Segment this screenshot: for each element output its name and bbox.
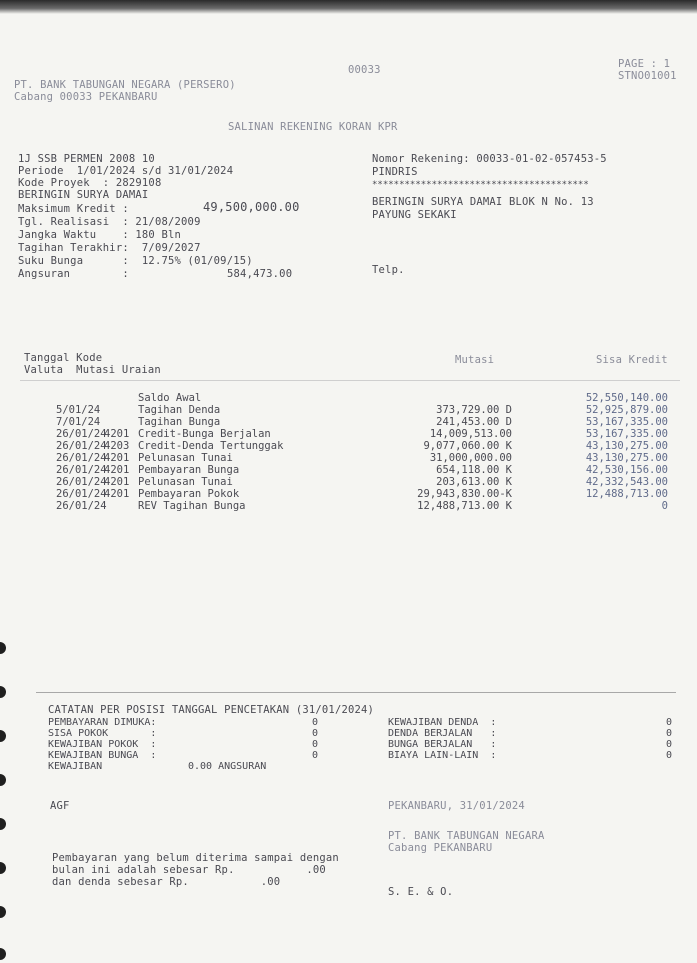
summary-label: KEWAJIBAN POKOK : [48, 739, 157, 750]
summary-label: KEWAJIBAN DENDA : [388, 717, 497, 728]
page-label: PAGE : 1 [618, 58, 671, 70]
signature-bank: PT. BANK TABUNGAN NEGARA [388, 830, 545, 842]
punch-hole [0, 642, 6, 654]
project-code: Kode Proyek : 2829108 [18, 177, 162, 189]
summary-value: 0 [311, 750, 318, 761]
punch-hole [0, 948, 6, 960]
summary-title: CATATAN PER POSISI TANGGAL PENCETAKAN (31/01/2024) [48, 704, 375, 716]
table-row [56, 452, 676, 464]
table-cell-description: Credit-Bunga Berjalan [138, 428, 271, 440]
unpaid-note-1: Pembayaran yang belum diterima sampai dengan [52, 852, 339, 864]
summary-label: KEWAJIBAN BUNGA : [48, 750, 157, 761]
customer-address-2: PAYUNG SEKAKI [372, 209, 457, 221]
summary-value: 0 [311, 728, 318, 739]
place-date: PEKANBARU, 31/01/2024 [388, 800, 525, 812]
bank-name: PT. BANK TABUNGAN NEGARA (PERSERO) [14, 79, 236, 91]
account-number: Nomor Rekening: 00033-01-02-057453-5 [372, 153, 607, 165]
separator-stars: **************************************** [372, 180, 589, 190]
table-row [56, 392, 676, 404]
table-cell-code: 4201 [104, 428, 130, 440]
table-cell-description: REV Tagihan Bunga [138, 500, 246, 512]
summary-label: BIAYA LAIN-LAIN : [388, 750, 497, 761]
branch-code: 00033 [348, 64, 381, 76]
summary-row [388, 750, 672, 762]
table-cell-mutation: 31,000,000.00 [429, 452, 512, 464]
unpaid-note-2: bulan ini adalah sebesar Rp. .00 [52, 864, 326, 876]
period: Periode 1/01/2024 s/d 31/01/2024 [18, 165, 234, 177]
tractor-holes [0, 14, 8, 963]
table-row [56, 440, 676, 452]
table-cell-mutation: 12,488,713.00 K [417, 500, 512, 512]
column-balance: Sisa Kredit [596, 354, 668, 366]
table-cell-mutation: 241,453.00 D [436, 416, 512, 428]
table-cell-description: Pembayaran Pokok [138, 488, 240, 500]
table-cell-balance: 0 [661, 500, 668, 512]
table-cell-code: 4203 [104, 440, 130, 452]
table-cell-balance: 52,925,879.00 [585, 404, 668, 416]
customer-name: PINDRIS [372, 166, 418, 178]
table-cell-code: 4201 [104, 452, 130, 464]
summary-value: 0 [665, 739, 672, 750]
table-row [56, 500, 676, 512]
table-cell-date: 26/01/24 [56, 476, 107, 488]
document-title: SALINAN REKENING KORAN KPR [228, 121, 398, 133]
customer-address-1: BERINGIN SURYA DAMAI BLOK N No. 13 [372, 196, 594, 208]
table-cell-code: 4201 [104, 476, 130, 488]
errors-omissions: S. E. & O. [388, 886, 454, 898]
punch-hole [0, 818, 6, 830]
installment-value: 584,473.00 [227, 268, 293, 280]
table-cell-balance: 42,332,543.00 [585, 476, 668, 488]
summary-label: SISA POKOK : [48, 728, 157, 739]
max-credit-value: 49,500,000.00 [203, 200, 300, 214]
ref-code: STNO01001 [618, 70, 677, 82]
column-mutation: Mutasi [455, 354, 495, 366]
table-cell-description: Tagihan Bunga [138, 416, 221, 428]
summary-value: 0 [311, 739, 318, 750]
column-value-mutation-desc: Valuta Mutasi Uraian [24, 364, 161, 376]
summary-label: DENDA BERJALAN : [388, 728, 497, 739]
table-cell-description: Tagihan Denda [138, 404, 221, 416]
telephone: Telp. [372, 264, 405, 276]
paper-top-edge [0, 0, 697, 14]
agf-label: AGF [50, 800, 70, 812]
table-cell-mutation: 14,009,513.00 [429, 428, 512, 440]
table-cell-mutation: 29,943,830.00-K [417, 488, 512, 500]
installment-label: Angsuran : [18, 268, 129, 280]
table-cell-date: 7/01/24 [56, 416, 101, 428]
summary-row [48, 761, 318, 773]
program-line: 1J SSB PERMEN 2008 10 [18, 153, 155, 165]
table-cell-mutation: 9,077,060.00 K [423, 440, 512, 452]
table-row [56, 464, 676, 476]
signature-branch: Cabang PEKANBARU [388, 842, 493, 854]
table-cell-mutation: 654,118.00 K [436, 464, 512, 476]
summary-value: 0.00 ANGSURAN [188, 761, 267, 772]
table-cell-mutation: 203,613.00 K [436, 476, 512, 488]
summary-label: BUNGA BERJALAN : [388, 739, 497, 750]
table-cell-date: 26/01/24 [56, 464, 107, 476]
table-cell-description: Pelunasan Tunai [138, 476, 233, 488]
table-cell-description: Pembayaran Bunga [138, 464, 240, 476]
table-cell-balance: 52,550,140.00 [585, 392, 668, 404]
summary-value: 0 [665, 750, 672, 761]
table-cell-date: 5/01/24 [56, 404, 101, 416]
table-cell-balance: 43,130,275.00 [585, 440, 668, 452]
summary-label: PEMBAYARAN DIMUKA: [48, 717, 157, 728]
summary-label: KEWAJIBAN [48, 761, 103, 772]
table-cell-date: 26/01/24 [56, 488, 107, 500]
interest-rate: Suku Bunga : 12.75% (01/09/15) [18, 255, 253, 267]
table-row [56, 428, 676, 440]
table-cell-mutation: 373,729.00 D [436, 404, 512, 416]
summary-divider [36, 692, 676, 693]
table-cell-balance: 42,530,156.00 [585, 464, 668, 476]
table-cell-date: 26/01/24 [56, 500, 107, 512]
project-name: BERINGIN SURYA DAMAI [18, 189, 149, 201]
max-credit-label: Maksimum Kredit : [18, 203, 129, 215]
unpaid-note-3: dan denda sebesar Rp. .00 [52, 876, 281, 888]
last-billing: Tagihan Terakhir: 7/09/2027 [18, 242, 201, 254]
summary-value: 0 [665, 728, 672, 739]
table-cell-description: Saldo Awal [138, 392, 202, 404]
punch-hole [0, 730, 6, 742]
table-cell-date: 26/01/24 [56, 428, 107, 440]
table-cell-code: 4201 [104, 488, 130, 500]
table-row [56, 476, 676, 488]
punch-hole [0, 774, 6, 786]
punch-hole [0, 862, 6, 874]
table-cell-description: Pelunasan Tunai [138, 452, 233, 464]
table-cell-balance: 43,130,275.00 [585, 452, 668, 464]
summary-value: 0 [311, 717, 318, 728]
table-row [56, 416, 676, 428]
column-date-code: Tanggal Kode [24, 352, 103, 364]
realization-date: Tgl. Realisasi : 21/08/2009 [18, 216, 201, 228]
header-divider [20, 380, 680, 381]
table-cell-balance: 12,488,713.00 [585, 488, 668, 500]
table-row [56, 404, 676, 416]
branch-name: Cabang 00033 PEKANBARU [14, 91, 158, 103]
term: Jangka Waktu : 180 Bln [18, 229, 182, 241]
table-row [56, 488, 676, 500]
table-cell-code: 4201 [104, 464, 130, 476]
table-cell-date: 26/01/24 [56, 452, 107, 464]
punch-hole [0, 906, 6, 918]
table-cell-balance: 53,167,335.00 [585, 416, 668, 428]
summary-value: 0 [665, 717, 672, 728]
punch-hole [0, 686, 6, 698]
table-cell-balance: 53,167,335.00 [585, 428, 668, 440]
table-cell-description: Credit-Denda Tertunggak [138, 440, 284, 452]
table-cell-date: 26/01/24 [56, 440, 107, 452]
